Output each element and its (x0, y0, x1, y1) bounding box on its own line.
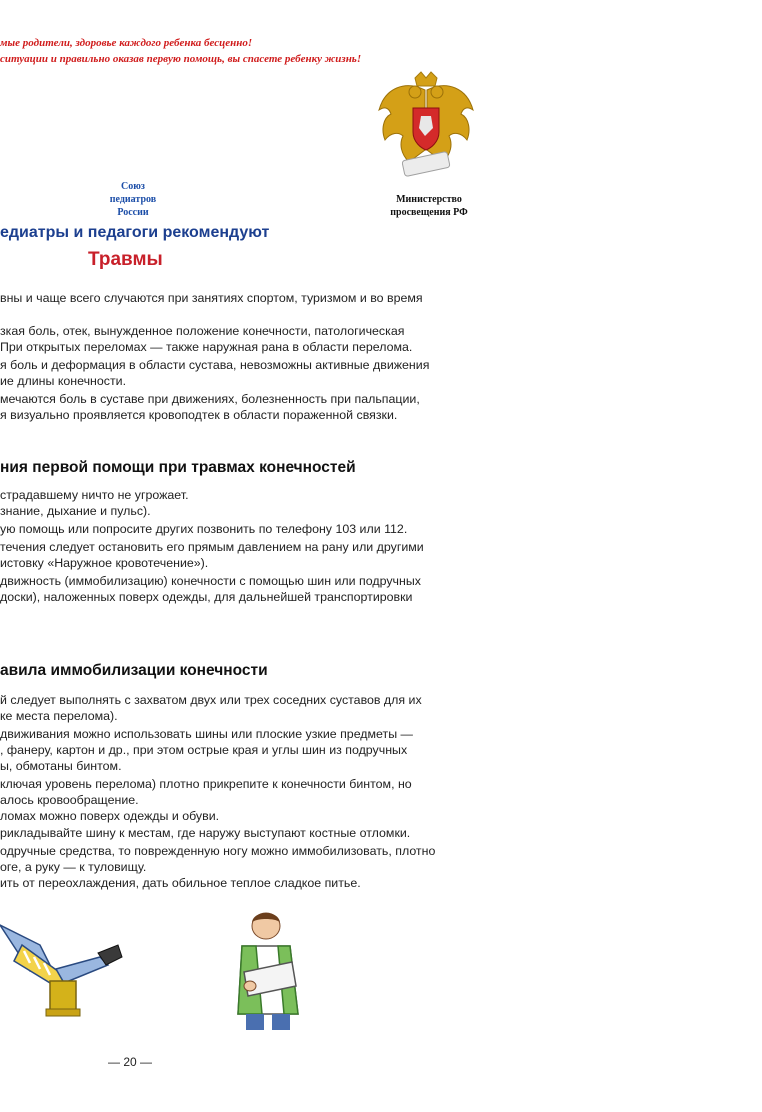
section2-line: ить от переохлаждения, дать обильное теплое сладкое питье. (0, 876, 361, 890)
section2-line: оге, а руку — к туловищу. (0, 860, 147, 874)
page-title: Травмы (88, 249, 163, 270)
section2-line: ключая уровень перелома) плотно прикрепите к конечности бинтом, но (0, 777, 412, 791)
section1-line: истовку «Наружное кровотечение»). (0, 556, 209, 570)
coat-of-arms-emblem (375, 70, 477, 186)
section1-line: знание, дыхание и пульс). (0, 504, 151, 518)
ministry-line: просвещения РФ (390, 207, 468, 218)
banner-line-1: мые родители, здоровье каждого ребенка бесценно! (0, 37, 253, 49)
section2-line: й следует выполнять с захватом двух или трех соседних суставов для их (0, 693, 422, 707)
page-number: — 20 — (108, 1055, 153, 1069)
intro-line: зкая боль, отек, вынужденное положение конечности, патологическая (0, 324, 405, 338)
section2-line: алось кровообращение. (0, 793, 139, 807)
section1-line: доски), наложенных поверх одежды, для дальнейшей транспортировки (0, 590, 413, 604)
org-left-line: педиатров (109, 194, 157, 205)
splinted-leg-illustration (0, 905, 124, 1020)
section2-line: ы, обмотаны бинтом. (0, 759, 122, 773)
intro-line: я визуально проявляется кровоподтек в области пораженной связки. (0, 408, 398, 422)
intro-line: я боль и деформация в области сустава, невозможны активные движения (0, 358, 430, 372)
section2-line: одручные средства, то поврежденную ногу можно иммобилизовать, плотно (0, 844, 436, 858)
arm-sling-illustration (228, 910, 312, 1034)
intro-line: мечаются боль в суставе при движениях, болезненность при пальпации, (0, 392, 420, 406)
section1-line: ую помощь или попросите других позвонить по телефону 103 или 112. (0, 522, 408, 536)
intro-line: ие длины конечности. (0, 374, 127, 388)
banner-line-2: ситуации и правильно оказав первую помощь, вы спасете ребенку жизнь! (0, 53, 362, 65)
org-left-line: России (117, 207, 149, 218)
section2-line: ке места перелома). (0, 709, 118, 723)
section2-line: движивания можно использовать шины или плоские узкие предметы — (0, 727, 413, 741)
section-heading-first-aid: ния первой помощи при травмах конечностей (0, 459, 356, 476)
section-heading-immobilization: авила иммобилизации конечности (0, 662, 268, 679)
intro-line: вны и чаще всего случаются при занятиях спортом, туризмом и во время (0, 291, 423, 305)
ministry-line: Министерство (396, 194, 462, 205)
section2-line: ломах можно поверх одежды и обуви. (0, 809, 220, 823)
ministry-label (385, 193, 473, 219)
section1-line: страдавшему ничто не угрожает. (0, 488, 189, 502)
section1-line: течения следует остановить его прямым давлением на рану или другими (0, 540, 424, 554)
org-left-label (107, 180, 159, 219)
section2-line: рикладывайте шину к местам, где наружу выступают костные отломки. (0, 826, 411, 840)
section2-line: , фанеру, картон и др., при этом острые края и углы шин из подручных (0, 743, 408, 757)
intro-line: При открытых переломах — также наружная рана в области перелома. (0, 340, 413, 354)
section1-line: движность (иммобилизацию) конечности с помощью шин или подручных (0, 574, 421, 588)
subtitle: едиатры и педагоги рекомендуют (0, 224, 270, 241)
org-left-line: Союз (121, 181, 145, 192)
